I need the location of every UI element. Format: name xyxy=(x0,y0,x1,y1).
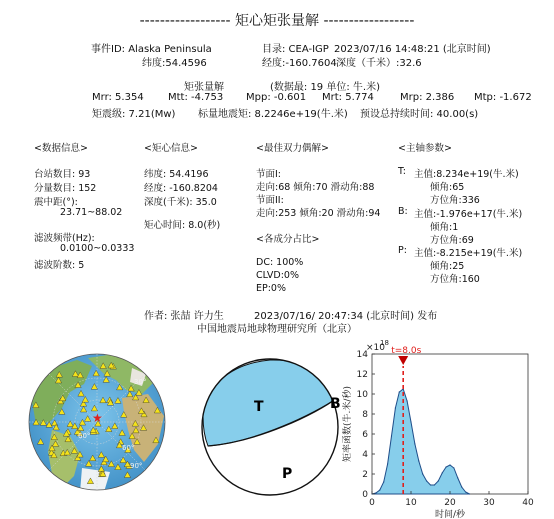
dc-percent: DC: 100% xyxy=(256,257,304,268)
latitude-label-90: 90° xyxy=(130,462,143,470)
p-axis-plunge: 倾角:25 xyxy=(430,261,465,272)
double-couple-heading: <最佳双力偶解> xyxy=(256,143,329,154)
moment-rate-point xyxy=(442,472,443,473)
y-tick-label: 6 xyxy=(362,430,368,440)
moment-rate-point xyxy=(465,491,466,492)
nodal-plane-1-label: 节面I: xyxy=(256,169,282,180)
moment-rate-point xyxy=(399,391,400,392)
t-axis-plunge: 倾角:65 xyxy=(430,182,465,193)
y-tick-label: 4 xyxy=(362,450,368,460)
y-tick-label: 8 xyxy=(362,410,368,420)
centroid-longitude: 经度: -160.8204 xyxy=(144,183,218,194)
moment-rate-point xyxy=(407,400,408,401)
tensor-heading: 矩张量解 xyxy=(184,82,224,93)
moment-rate-point xyxy=(453,467,454,468)
t-axis-azimuth: 方位角:336 xyxy=(430,195,480,206)
institute: 中国地震局地球物理研究所（北京） xyxy=(197,324,357,335)
moment-rate-point xyxy=(457,477,458,478)
tensor-mrt: Mrt: 5.774 xyxy=(322,92,374,103)
moment-rate-point xyxy=(446,466,447,467)
filter-band-label: 滤波频带(Hz): xyxy=(34,233,95,244)
tensor-mrr: Mrr: 5.354 xyxy=(92,92,144,103)
tensor-mrp: Mrp: 2.386 xyxy=(400,92,455,103)
station-map xyxy=(22,350,172,495)
moment-rate-point xyxy=(395,407,396,408)
moment-rate-point xyxy=(387,463,388,464)
moment-rate-point xyxy=(449,464,450,465)
moment-rate-point xyxy=(430,484,431,485)
x-tick-label: 40 xyxy=(522,498,534,508)
clvd-percent: CLVD:0% xyxy=(256,270,299,281)
filter-order: 滤波阶数: 5 xyxy=(34,260,85,271)
tensor-count-unit: (数据最: 19 单位: 牛.米) xyxy=(270,82,380,93)
focal-mechanism-beachball xyxy=(196,356,344,498)
x-axis-label: 时间/秒 xyxy=(434,510,466,519)
latitude-label-60-east: 60° xyxy=(122,444,135,452)
station-count: 台站数目: 93 xyxy=(34,169,91,180)
moment-rate-point xyxy=(461,486,462,487)
moment-rate-point xyxy=(438,480,439,481)
y-exponent: ×10 xyxy=(366,343,385,353)
nodal-plane-2-label: 节面II: xyxy=(256,195,284,206)
moment-rate-point xyxy=(434,484,435,485)
catalog: 目录: CEA-IGP xyxy=(262,44,329,55)
moment-rate-point xyxy=(383,481,384,482)
latitude-label-30: 30° xyxy=(134,378,147,386)
page-title: ------------------ 矩心矩张量解 ------------------ xyxy=(139,13,415,29)
event-longitude: 经度:-160.7604 xyxy=(262,58,337,69)
y-tick-label: 0 xyxy=(362,490,368,500)
p-axis-azimuth: 方位角:160 xyxy=(430,274,480,285)
y-tick-label: 12 xyxy=(356,370,368,380)
x-tick-label: 30 xyxy=(483,498,495,508)
moment-rate-point xyxy=(375,492,376,493)
t-axis-value: 主值:8.234e+19(牛.米) xyxy=(414,169,519,180)
ep-percent: EP:0% xyxy=(256,283,287,294)
moment-rate-point xyxy=(422,473,423,474)
epicenter-star-icon: ★ xyxy=(92,411,103,425)
author: 作者: 张喆 许力生 xyxy=(144,311,224,322)
moment-rate-point xyxy=(426,480,427,481)
p-axis-label: P: xyxy=(398,245,407,256)
p-axis-marker: P xyxy=(282,466,293,482)
components-heading: <各成分占比> xyxy=(256,234,320,245)
t-axis-marker: T xyxy=(254,399,264,415)
nodal-plane-1-values: 走向:68 倾角:70 滑动角:88 xyxy=(256,182,375,193)
y-tick-label: 10 xyxy=(356,390,368,400)
centroid-depth: 深度(千米): 35.0 xyxy=(144,197,217,208)
component-count: 分量数目: 152 xyxy=(34,183,97,194)
b-axis-azimuth: 方位角:69 xyxy=(430,235,474,246)
data-info-heading: <数据信息> xyxy=(34,143,88,154)
latitude-label-60: 60° xyxy=(78,432,91,440)
x-tick-label: 0 xyxy=(369,498,375,508)
moment-rate-chart xyxy=(340,334,554,519)
y-tick-label: 2 xyxy=(362,470,368,480)
tensor-mtt: Mtt: -4.753 xyxy=(168,92,224,103)
centroid-heading: <矩心信息> xyxy=(144,143,198,154)
principal-axes-heading: <主轴参数> xyxy=(398,143,452,154)
b-axis-marker: B xyxy=(330,396,341,412)
filter-band-range: 0.0100~0.0333 xyxy=(60,243,135,254)
moment-rate-point xyxy=(379,489,380,490)
event-depth: 深度（千米）:32.6 xyxy=(336,58,422,69)
x-tick-label: 20 xyxy=(444,498,456,508)
event-id: 事件ID: Alaska Peninsula xyxy=(91,44,212,55)
y-tick-label: 14 xyxy=(356,350,368,360)
tensor-mpp: Mpp: -0.601 xyxy=(246,92,307,103)
moment-rate-point xyxy=(414,443,415,444)
moment-rate-point xyxy=(410,421,411,422)
tensor-mtp: Mtp: -1.672 xyxy=(474,92,532,103)
moment-rate-point xyxy=(418,460,419,461)
moment-rate-point xyxy=(391,435,392,436)
centroid-time-label: t=8.0s xyxy=(391,346,422,356)
scalar-moment: 标量地震矩: 8.2246e+19(牛.米) xyxy=(198,109,348,120)
x-tick-label: 10 xyxy=(405,498,417,508)
centroid-latitude: 纬度: 54.4196 xyxy=(144,169,209,180)
y-axis-label: 矩率函数(牛.米/秒) xyxy=(343,386,353,462)
b-axis-value: 主值:-1.976e+17(牛.米) xyxy=(414,209,523,220)
epicentral-distance-label: 震中距(°): xyxy=(34,197,78,208)
t-axis-label: T: xyxy=(398,166,406,177)
y-exponent-power: 18 xyxy=(380,339,389,347)
b-axis-label: B: xyxy=(398,206,408,217)
b-axis-plunge: 倾角:1 xyxy=(430,222,459,233)
epicentral-distance-range: 23.71~88.02 xyxy=(60,207,123,218)
total-duration: 预设总持续时间: 40.00(s) xyxy=(360,109,479,120)
centroid-time: 矩心时间: 8.0(秒) xyxy=(144,220,221,231)
event-latitude: 纬度:54.4596 xyxy=(142,58,207,69)
publish-time: 2023/07/16/ 20:47:34 (北京时间) 发布 xyxy=(254,311,438,322)
p-axis-value: 主值:-8.215e+19(牛.米) xyxy=(414,248,523,259)
moment-rate-point xyxy=(469,493,470,494)
moment-magnitude: 矩震级: 7.21(Mw) xyxy=(92,109,176,120)
nodal-plane-2-values: 走向:253 倾角:20 滑动角:94 xyxy=(256,208,381,219)
event-time: 2023/07/16 14:48:21 (北京时间) xyxy=(334,44,491,55)
